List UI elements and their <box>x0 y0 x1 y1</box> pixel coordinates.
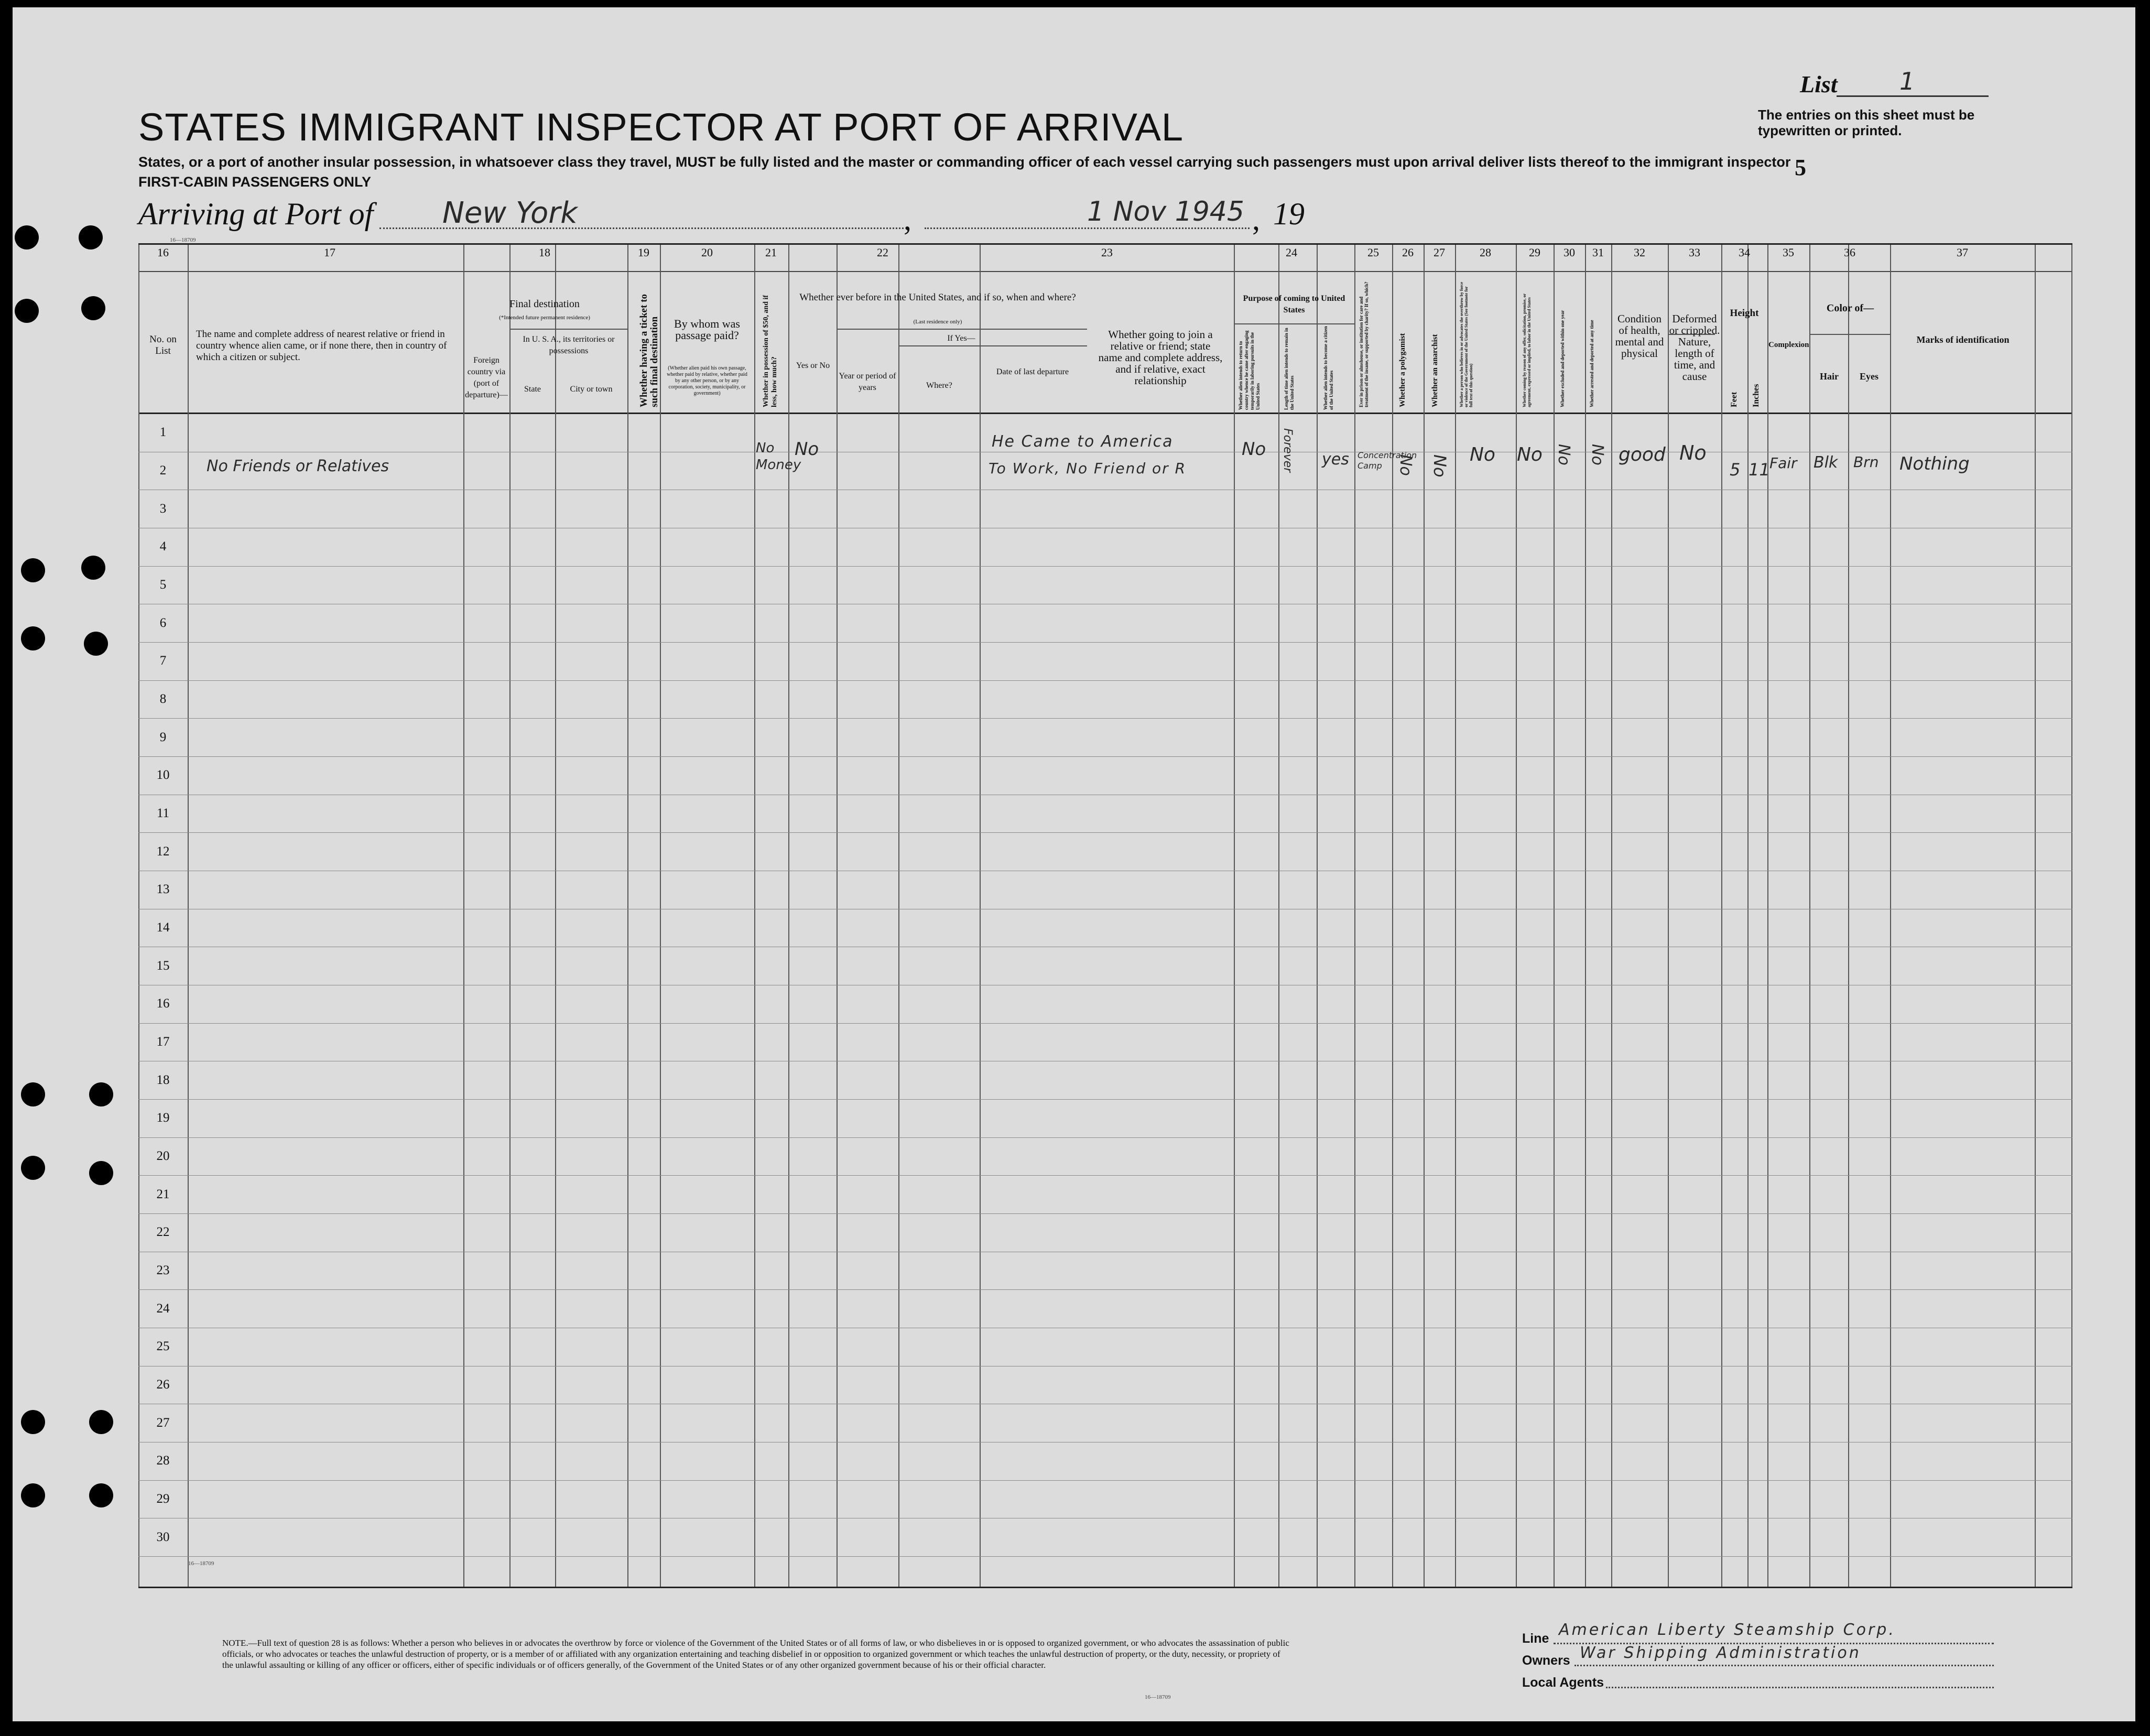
punch-hole <box>15 225 39 249</box>
entry-marks: Nothing <box>1899 453 1970 474</box>
row-number: 25 <box>156 1339 170 1354</box>
row-number: 11 <box>156 806 170 820</box>
punch-hole <box>15 299 39 323</box>
entry-purpose-return: No <box>1242 439 1266 460</box>
header-purpose: Purpose of coming to United States <box>1243 294 1345 314</box>
passenger-table <box>138 243 2072 1588</box>
row-divider <box>138 1289 2072 1290</box>
line-value: American Liberty Steamship Corp. <box>1559 1621 1896 1639</box>
header-last-residence: (Last residence only) <box>913 319 962 325</box>
row-number: 26 <box>156 1377 170 1392</box>
date-value: 1 Nov 1945 <box>1087 196 1244 227</box>
punch-hole <box>21 626 45 650</box>
table-body <box>138 414 2072 1556</box>
row-divider <box>138 1213 2072 1214</box>
row-number: 23 <box>156 1263 170 1277</box>
list-number-line <box>1837 95 1989 97</box>
owners-value: War Shipping Administration <box>1580 1644 1861 1662</box>
header-city-town: City or town <box>570 385 613 394</box>
header-if-yes: If Yes— <box>947 334 975 343</box>
header-state: State <box>524 385 541 394</box>
header-purpose-return: Whether alien intends to return to country whence he came after engaging temporarily in laboring pursuits in the United States <box>1238 330 1261 410</box>
column-number: 18 <box>539 246 550 259</box>
footnote-question-28: NOTE.—Full text of question 28 is as follows: Whether a person who believes in or advocates the overthrow by force or violence of the Government of the United States or of all forms of law, or who disbelieves in or is opposed to organized government, or who advocates the assassination of public officials, or who advocates or teaches the unlawful destruction of property, or is a member of or affiliated with any organization entertaining and teaching disbelief in or opposition to organized government or which teaches the unlawful destruction of property, or the duty, necessity, or propriety of the unlawful assaulting or killing of any officer or officers, either of specific individuals or of officers generally, of the Government of the United States or of any other organized government because of his or their official character. <box>222 1638 1289 1670</box>
year-prefix: 19 <box>1273 197 1305 231</box>
manifest-sheet <box>13 7 2135 1721</box>
punch-hole <box>81 296 105 320</box>
owners-rule <box>1575 1665 1994 1666</box>
row-number: 17 <box>156 1035 170 1049</box>
row-divider <box>138 642 2072 643</box>
page-number: 5 <box>1795 155 1806 180</box>
row-divider <box>138 718 2072 719</box>
row-divider <box>138 1099 2072 1100</box>
row-divider <box>138 680 2072 681</box>
header-excluded: Whether excluded and deported within one year <box>1560 310 1565 407</box>
entry-overthrow: No <box>1470 444 1495 465</box>
row-number: 5 <box>159 578 167 592</box>
row-number: 18 <box>156 1072 170 1087</box>
column-number: 28 <box>1480 246 1491 259</box>
header-year-period: Year or period of years <box>839 372 896 392</box>
column-number: 37 <box>1957 246 1968 259</box>
row-number: 14 <box>156 920 170 935</box>
header-health: Condition of health, mental and physical <box>1615 312 1664 360</box>
row-number: 4 <box>159 539 167 554</box>
punch-hole <box>89 1082 113 1106</box>
row-number: 19 <box>156 1111 170 1125</box>
row-divider <box>138 1137 2072 1138</box>
header-arrested: Whether arrested and deported at any time <box>1589 320 1594 407</box>
column-number: 27 <box>1434 246 1445 259</box>
column-number: 19 <box>638 246 649 259</box>
punch-hole <box>21 1156 45 1180</box>
row-divider <box>138 1556 2072 1557</box>
entry-joining-line2: To Work, No Friend or R <box>989 460 1187 477</box>
header-final-destination-note: (*Intended future permanent residence) <box>499 314 590 321</box>
header-labor-offer: Whether coming by reason of any offer, solicitation, promise, or agreement, expressed or implied, to labor in the United States <box>1522 294 1532 407</box>
header-foreign-country: Foreign country via (port of departure)— <box>465 356 508 399</box>
column-number: 32 <box>1634 246 1645 259</box>
entry-prison: Concentration Camp <box>1358 450 1417 471</box>
header-money: Whether in possession of $50, and if less, how much? <box>762 295 778 407</box>
row-divider <box>138 1480 2072 1481</box>
row-number: 3 <box>159 501 167 516</box>
header-passage-paid: By whom was passage paid? <box>674 317 740 342</box>
row-number: 1 <box>159 425 167 440</box>
header-length-of-time: Length of time alien intends to remain in the United States <box>1284 328 1295 410</box>
form-number-top: 16—18709 <box>170 237 196 243</box>
row-number: 20 <box>156 1149 170 1163</box>
row-number: 12 <box>156 844 170 859</box>
row-divider <box>138 756 2072 757</box>
row-number: 30 <box>156 1529 170 1544</box>
row-number: 15 <box>156 958 170 973</box>
header-where: Where? <box>926 381 952 390</box>
column-number: 30 <box>1563 246 1575 259</box>
list-number: 1 <box>1899 67 1915 95</box>
header-ticket: Whether having a ticket to such final destination <box>638 294 660 407</box>
date-line <box>925 227 1250 229</box>
header-in-usa: In U. S. A., its territories or possessions <box>523 335 615 355</box>
punch-hole <box>21 1082 45 1106</box>
entry-feet: 5 <box>1730 460 1741 480</box>
header-no-on-list: No. on List <box>149 334 177 356</box>
column-number: 35 <box>1783 246 1794 259</box>
header-deformed: Deformed or crippled. Nature, length of time, and cause <box>1669 312 1720 383</box>
row-number: 13 <box>156 882 170 897</box>
form-number-footer: 16—18709 <box>1145 1694 1171 1700</box>
column-number: 20 <box>701 246 713 259</box>
header-yes-no: Yes or No <box>796 361 830 370</box>
entry-arrested: No <box>1588 444 1606 465</box>
page-subtitle: States, or a port of another insular possession, in whatsoever class they travel, MUST be fully listed and the master or commanding officer of each vessel carrying such passengers must upon arrival deliver lists thereof to the immigrant inspector <box>138 154 1791 170</box>
row-number: 27 <box>156 1415 170 1430</box>
column-number: 23 <box>1101 246 1113 259</box>
punch-hole <box>21 558 45 582</box>
header-final-destination: Final destination <box>509 298 580 310</box>
owners-label: Owners <box>1522 1653 1570 1668</box>
form-number-bottom: 16—18709 <box>188 1560 214 1567</box>
header-prison: Ever in prison or almshouse, or institution for care and treatment of the insane, or supported by charity? If so, which? <box>1359 281 1369 407</box>
row-divider <box>138 1175 2072 1176</box>
punch-hole <box>81 556 105 580</box>
header-before-in-us: Whether ever before in the United States, and if so, when and where? <box>799 292 1076 303</box>
row-number: 21 <box>156 1187 170 1201</box>
punch-hole <box>89 1161 113 1185</box>
header-hair: Hair <box>1820 371 1839 382</box>
entry-joining-line1: He Came to America <box>992 432 1174 451</box>
entry-before-in-us: No <box>795 439 819 460</box>
header-marks: Marks of identification <box>1916 334 2010 345</box>
entry-hair: Blk <box>1814 453 1838 472</box>
column-number: 21 <box>765 246 777 259</box>
punch-hole <box>21 1410 45 1434</box>
entry-money: No Money <box>756 440 801 473</box>
header-height: Height <box>1730 308 1759 319</box>
local-agents-label: Local Agents <box>1522 1675 1604 1690</box>
header-feet: Feet <box>1730 392 1739 407</box>
line-label: Line <box>1522 1631 1549 1646</box>
entry-length-of-time: Forever <box>1281 428 1294 473</box>
entry-polygamist: No <box>1396 454 1415 476</box>
entry-eyes: Brn <box>1853 453 1879 471</box>
row-number: 9 <box>159 730 167 744</box>
punch-hole <box>89 1483 113 1507</box>
row-number: 22 <box>156 1225 170 1240</box>
column-number: 29 <box>1529 246 1540 259</box>
row-divider <box>138 566 2072 567</box>
column-number: 36 <box>1844 246 1855 259</box>
entry-become-citizen: yes <box>1322 450 1349 469</box>
typewritten-notice: The entries on this sheet must be typewritten or printed. <box>1758 107 1975 138</box>
column-number: 26 <box>1402 246 1414 259</box>
port-value: New York <box>442 196 578 230</box>
comma-separator: , <box>904 202 911 236</box>
row-number: 28 <box>156 1453 170 1468</box>
column-number: 33 <box>1689 246 1700 259</box>
row-divider <box>138 832 2072 833</box>
column-number: 16 <box>157 246 169 259</box>
header-joining-relative: Whether going to join a relative or friend; state name and complete address, and if relative, exact relationship <box>1098 328 1223 387</box>
column-number: 24 <box>1286 246 1297 259</box>
header-eyes: Eyes <box>1860 371 1878 382</box>
header-complexion: Complexion <box>1768 341 1809 349</box>
entry-excluded: No <box>1555 444 1573 465</box>
page-title: STATES IMMIGRANT INSPECTOR AT PORT OF ARRIVAL <box>138 105 1184 149</box>
row-number: 29 <box>156 1492 170 1506</box>
punch-hole <box>21 1483 45 1507</box>
row-number: 2 <box>159 463 167 478</box>
header-inches: Inches <box>1752 384 1761 407</box>
local-agents-rule <box>1606 1687 1994 1688</box>
column-number: 17 <box>324 246 335 259</box>
row-number: 8 <box>159 692 167 706</box>
row-divider <box>138 1023 2072 1024</box>
entry-labor-offer: No <box>1517 444 1543 465</box>
punch-hole <box>89 1410 113 1434</box>
row-number: 7 <box>159 654 167 668</box>
row-number: 16 <box>156 996 170 1011</box>
row-number: 24 <box>156 1301 170 1316</box>
column-number: 22 <box>877 246 888 259</box>
column-number: 25 <box>1367 246 1379 259</box>
column-number: 34 <box>1739 246 1750 259</box>
comma-separator-2: , <box>1252 202 1260 236</box>
header-passage-paid-note: (Whether alien paid his own passage, whether paid by relative, whether paid by any other person, or by any corporation, society, municipality, or government) <box>667 365 747 396</box>
entry-complexion: Fair <box>1769 454 1797 472</box>
row-number: 10 <box>156 768 170 783</box>
list-label: List <box>1800 71 1838 97</box>
header-overthrow: Whether a person who believes in or advocates the overthrow by force or violence of the Government of the United States (See footnote for full text of this question) <box>1459 281 1473 407</box>
punch-hole <box>84 632 108 656</box>
entry-anarchist: No <box>1430 454 1450 478</box>
header-date-last-departure: Date of last departure <box>996 367 1069 376</box>
column-number: 31 <box>1592 246 1604 259</box>
row-number: 6 <box>159 615 167 630</box>
header-become-citizen: Whether alien intends to become a citizen of the United States <box>1323 326 1334 410</box>
entry-inches: 11 <box>1749 460 1770 480</box>
header-color-of: Color of— <box>1826 302 1874 314</box>
arriving-label: Arriving at Port of <box>138 197 374 231</box>
punch-hole <box>79 225 103 249</box>
entry-nearest-relative: No Friends or Relatives <box>207 457 389 475</box>
header-anarchist: Whether an anarchist <box>1431 334 1439 407</box>
header-nearest-relative: The name and complete address of nearest relative or friend in country whence alien came, or if none there, then in country of which a citizen or subject. <box>196 329 447 363</box>
passenger-class: FIRST-CABIN PASSENGERS ONLY <box>138 174 372 190</box>
entry-deformed: No <box>1679 441 1707 464</box>
header-polygamist: Whether a polygamist <box>1398 333 1407 407</box>
entry-health: good <box>1619 444 1666 465</box>
